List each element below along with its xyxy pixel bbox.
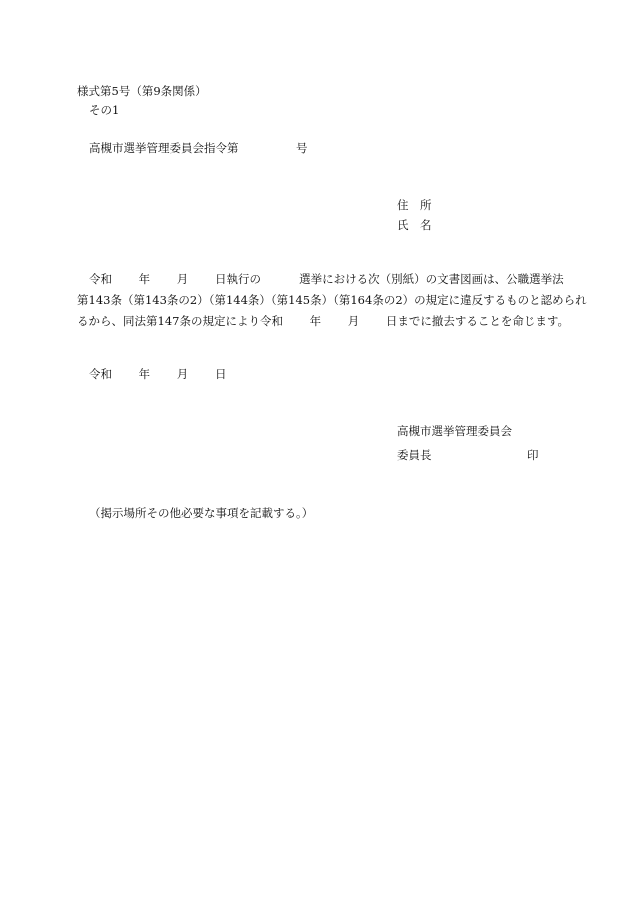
issuer-organization: 高槻市選挙管理委員会	[397, 424, 512, 438]
form-subtitle: その1	[89, 103, 120, 117]
order-body	[77, 268, 587, 333]
seal-mark: 印	[527, 448, 539, 462]
form-label: 様式第5号（第9条関係）	[77, 84, 207, 98]
name-label: 氏 名	[397, 218, 432, 232]
issue-date: 令和 年 月 日	[89, 367, 227, 381]
footnote: （掲示場所その他必要な事項を記載する。）	[89, 506, 314, 520]
order-body-line-1: 令和 年 月 日執行の 選挙における次（別紙）の文書図画は、公職選挙法	[89, 272, 564, 286]
address-label: 住 所	[397, 198, 432, 212]
issuer-chair: 委員長	[397, 448, 432, 462]
order-body-line-2: 第143条（第143条の2）（第144条）（第145条）（第164条の2）の規定に違反するものと認められ	[77, 293, 587, 307]
order-number: 高槻市選挙管理委員会指令第 号	[89, 141, 308, 155]
order-body-line-3: るから、同法第147条の規定により令和 年 月 日までに撤去することを命じます。	[77, 314, 569, 328]
